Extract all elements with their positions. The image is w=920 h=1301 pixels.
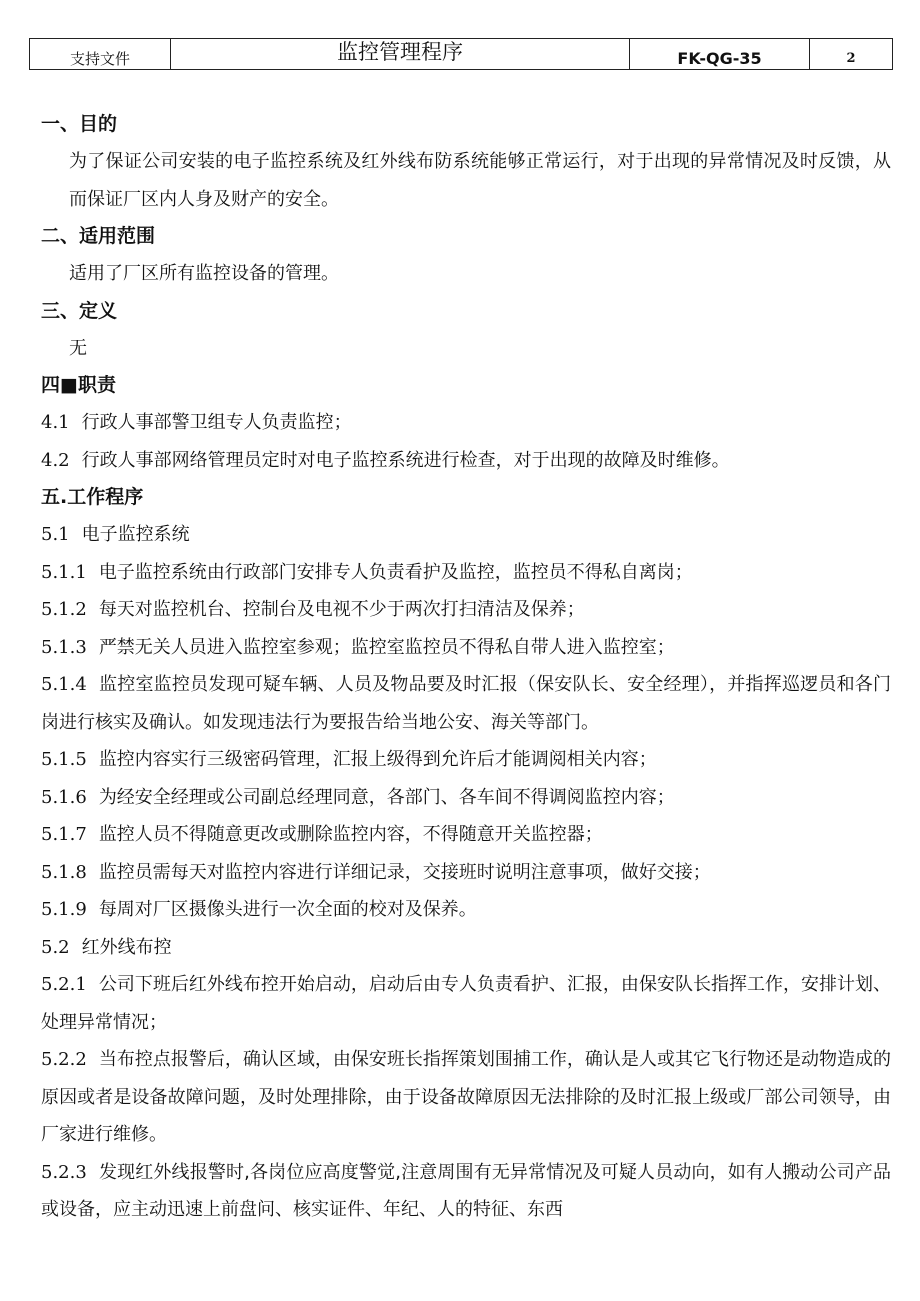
document-body: [41, 106, 891, 1229]
doc-type-cell: 支持文件: [30, 39, 171, 69]
list-item: 5.1.2 每天对监控机台、控制台及电视不少于两次打扫清洁及保养；: [41, 599, 585, 620]
definition-paragraph: 无: [69, 337, 87, 359]
section-heading-procedure: 五.工作程序: [41, 486, 144, 508]
doc-title-cell: 监控管理程序: [171, 39, 630, 69]
header-table: [29, 38, 893, 70]
list-item: 5.1.3 严禁无关人员进入监控室参观；监控室监控员不得私自带人进入监控室；: [41, 636, 675, 658]
list-item: 5.1.1 电子监控系统由行政部门安排专人负责看护及监控，监控员不得私自离岗；: [41, 561, 693, 583]
list-item: 4.2 行政人事部网络管理员定时对电子监控系统进行检查，对于出现的故障及时维修。: [41, 449, 730, 471]
subsection-heading: 5.1 电子监控系统: [41, 524, 190, 545]
list-item: 4.1 行政人事部警卫组专人负责监控；: [41, 412, 352, 433]
section-heading-purpose: 一、目的: [41, 113, 118, 135]
section-heading-scope: 二、适用范围: [41, 225, 156, 247]
list-item: 5.1.4 监控室监控员发现可疑车辆、人员及物品要及时汇报（保安队长、安全经理），并指挥巡逻员和各门岗进行核实及确认。如发现违法行为要报告给当地公安、海关等部门。: [41, 674, 891, 733]
list-item: 5.1.5 监控内容实行三级密码管理，汇报上级得到允许后才能调阅相关内容；: [41, 749, 657, 770]
subsection-heading: 5.2 红外线布控: [41, 936, 172, 958]
section-heading-definition: 三、定义: [41, 299, 118, 322]
list-item: 5.1.7 监控人员不得随意更改或删除监控内容，不得随意开关监控器；: [41, 824, 603, 845]
list-item: 5.1.6 为经安全经理或公司副总经理同意，各部门、各车间不得调阅监控内容；: [41, 786, 675, 808]
list-item: 5.2.1 公司下班后红外线布控开始启动，启动后由专人负责看护、汇报，由保安队长指挥工作，安排计划、处理异常情况；: [41, 974, 891, 1033]
list-item: 5.1.8 监控员需每天对监控内容进行详细记录，交接班时说明注意事项，做好交接；: [41, 861, 711, 883]
page-number-cell: 2: [846, 50, 856, 66]
scope-paragraph: 适用了厂区所有监控设备的管理。: [69, 263, 339, 284]
section-heading-responsibility: 四■职责: [41, 374, 116, 396]
list-item: 5.1.9 每周对厂区摄像头进行一次全面的校对及保养。: [41, 899, 477, 920]
list-item: 5.2.2 当布控点报警后，确认区域，由保安班长指挥策划围捕工作，确认是人或其它飞行物还是动物造成的原因或者是设备故障问题，及时处理排除，由于设备故障原因无法排除的及时汇报上级或厂部公司领导，由厂家进行维修。: [41, 1049, 891, 1145]
purpose-paragraph: 为了保证公司安装的电子监控系统及红外线布防系统能够正常运行，对于出现的异常情况及时反馈，从而保证厂区内人身及财产的安全。: [69, 151, 891, 210]
doc-code-cell: FK-QG-35: [630, 39, 810, 69]
list-item: 5.2.3 发现红外线报警时,各岗位应高度警觉,注意周围有无异常情况及可疑人员动向，如有人搬动公司产品或设备，应主动迅速上前盘问、核实证件、年纪、人的特征、东西: [41, 1161, 891, 1220]
